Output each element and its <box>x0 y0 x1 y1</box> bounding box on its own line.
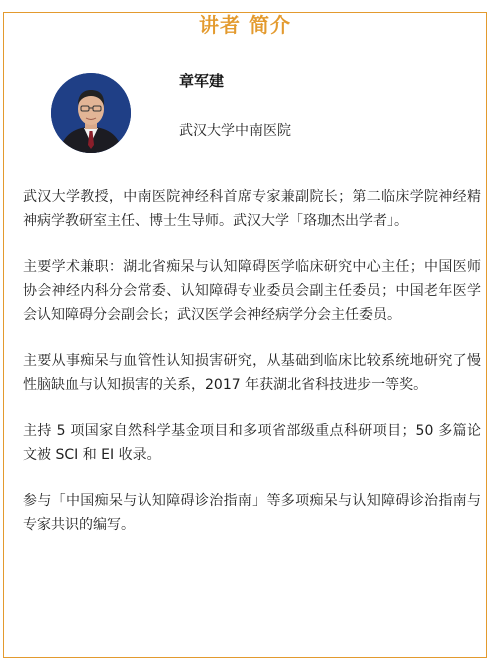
bio-paragraph: 主持 5 项国家自然科学基金项目和多项省部级重点科研项目；50 多篇论文被 SCI 和 EI 收录。 <box>23 423 481 463</box>
speaker-card <box>3 12 487 658</box>
bio-paragraph: 主要学术兼职：湖北省痴呆与认知障碍医学临床研究中心主任；中国医师协会神经内科分会常委、认知障碍专业委员会副主任委员；中国老年医学会认知障碍分会副会长；武汉医学会神经病学分会主任委员。 <box>23 259 481 323</box>
bio-paragraph: 武汉大学教授，中南医院神经科首席专家兼副院长；第二临床学院神经精神病学教研室主任、博士生导师。武汉大学「珞珈杰出学者」。 <box>23 189 481 229</box>
bio-paragraph: 主要从事痴呆与血管性认知损害研究，从基础到临床比较系统地研究了慢性脑缺血与认知损害的关系，2017 年获湖北省科技进步一等奖。 <box>23 353 481 393</box>
speaker-bio <box>23 185 481 559</box>
bio-paragraph: 参与「中国痴呆与认知障碍诊治指南」等多项痴呆与认知障碍诊治指南与专家共识的编写。 <box>23 493 481 533</box>
section-title: 讲者 简介 <box>191 13 299 37</box>
speaker-photo <box>51 73 131 153</box>
speaker-name: 章军建 <box>179 72 225 90</box>
speaker-affiliation: 武汉大学中南医院 <box>179 123 291 139</box>
avatar <box>51 73 131 153</box>
